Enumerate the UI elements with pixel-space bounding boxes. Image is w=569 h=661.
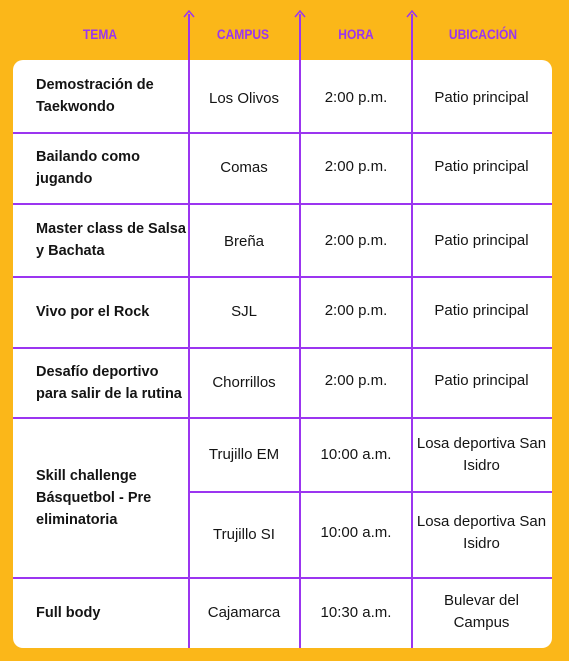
- table-cell-campus: Cajamarca: [207, 604, 281, 621]
- table-cell-tema: Bailando como jugando: [36, 149, 140, 187]
- table-cell-hora: 2:00 p.m.: [324, 372, 388, 389]
- table-cell-ubicacion: Patio principal: [434, 302, 529, 319]
- table-cell-ubicacion: Patio principal: [434, 232, 529, 249]
- table-cell-ubicacion: Losa deportiva San Isidro: [416, 513, 547, 552]
- table-cell-hora: 2:00 p.m.: [324, 89, 388, 106]
- arrow-up-icon: [294, 10, 306, 18]
- arrow-up-icon: [406, 10, 418, 18]
- table-cell-hora: 2:00 p.m.: [324, 232, 388, 249]
- table-cell-campus: Comas: [220, 159, 268, 176]
- header-campus: CAMPUS: [216, 26, 270, 42]
- table-cell-hora: 10:00 a.m.: [320, 524, 392, 541]
- table-cell-ubicacion: Patio principal: [434, 158, 529, 175]
- table-cell-hora: 2:00 p.m.: [324, 302, 388, 319]
- table-cell-tema: Master class de Salsa y Bachata: [36, 221, 186, 259]
- header-hora: HORA: [338, 26, 374, 42]
- table-cell-ubicacion: Patio principal: [434, 372, 529, 389]
- table-cell-hora: 10:30 a.m.: [320, 604, 392, 621]
- table-cell-tema: Skill challenge Básquetbol - Pre eliminatoria: [36, 467, 152, 528]
- table-cell-campus: Los Olivos: [208, 90, 280, 107]
- table-cell-tema: Full body: [36, 605, 101, 621]
- column-divider-3: [411, 14, 413, 648]
- table-cell-ubicacion: Bulevar del Campus: [443, 592, 520, 631]
- table-cell-campus: Chorrillos: [212, 374, 276, 391]
- table-cell-campus: SJL: [231, 303, 257, 320]
- table-cell-ubicacion: Patio principal: [434, 89, 529, 106]
- header-tema: TEMA: [82, 26, 118, 42]
- table-cell-tema: Vivo por el Rock: [36, 304, 150, 320]
- table-cell-hora: 10:00 a.m.: [320, 445, 392, 463]
- table-cell-campus: Breña: [223, 233, 265, 250]
- header-ubicacion: UBICACIÓN: [448, 26, 518, 42]
- table-cell-hora: 2:00 p.m.: [324, 158, 388, 175]
- table-cell-ubicacion: Losa deportiva San Isidro: [416, 434, 547, 474]
- table-cell-campus: Trujillo EM: [208, 445, 280, 463]
- arrow-up-icon: [183, 10, 195, 18]
- table-cell-campus: Trujillo SI: [213, 525, 275, 543]
- table-cell-tema: Desafío deportivo para salir de la rutina: [36, 364, 182, 402]
- table-cell-tema: Demostración de Taekwondo: [36, 77, 154, 115]
